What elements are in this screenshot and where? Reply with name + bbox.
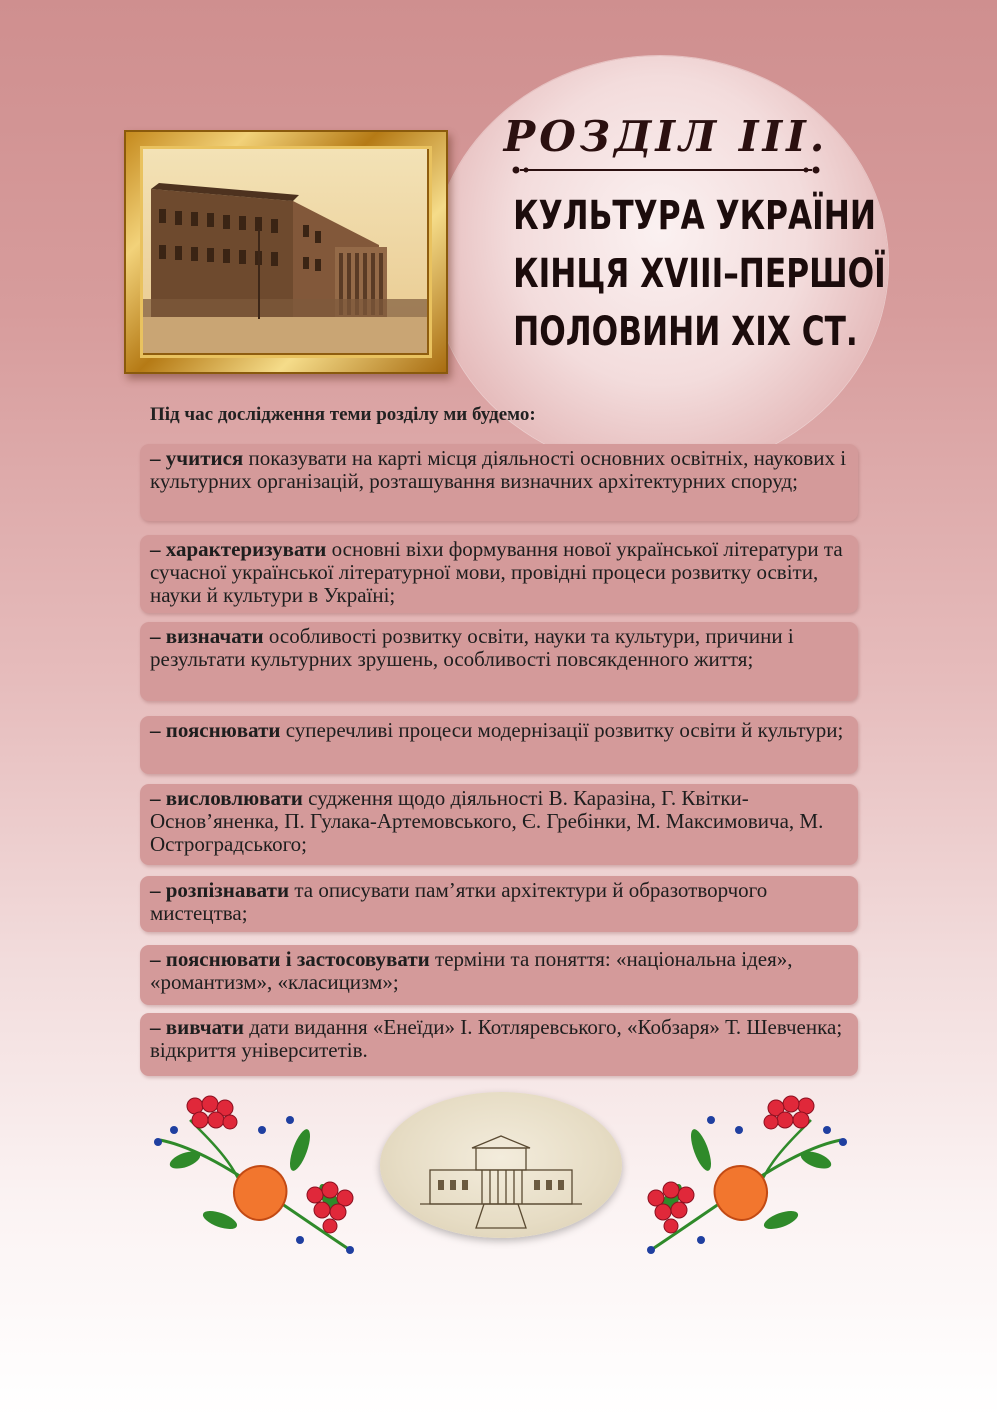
goal-dash: –: [150, 624, 161, 648]
section-title-block: [470, 112, 886, 361]
goal-item: [140, 876, 858, 932]
goal-verb: пояснювати і застосовувати: [165, 947, 430, 971]
goal-dash: –: [150, 718, 161, 742]
goal-verb: вивчати: [165, 1015, 244, 1039]
goal-dash: –: [150, 1015, 161, 1039]
title-line-1: КУЛЬТУРА УКРАЇНИ: [513, 193, 876, 239]
goal-verb: пояснювати: [165, 718, 281, 742]
goal-text: основні віхи формування нової української літератури та сучасної української літературної мови, провідні процеси розвитку освіти, науки й культури в Україні;: [150, 537, 843, 607]
goal-verb: визначати: [165, 624, 264, 648]
goal-text: судження щодо діяльності В. Каразіна, Г. Квітки-Основ’яненка, П. Гулака-Артемовського, Є. Гребінки, М. Максимовича, М. Остроградського;: [150, 786, 824, 856]
goal-dash: –: [150, 446, 161, 470]
goal-text: особливості розвитку освіти, науки та культури, причини і результати культурних зрушень, особливості повсякденного життя;: [150, 624, 794, 671]
goal-item: [140, 784, 858, 865]
goal-item: [140, 444, 858, 521]
goal-text: суперечливі процеси модернізації розвитку освіти й культури;: [280, 718, 844, 742]
goal-dash: –: [150, 878, 161, 902]
goal-item: [140, 945, 858, 1005]
goal-item: [140, 1013, 858, 1076]
goal-item: [140, 535, 858, 613]
goal-dash: –: [150, 537, 161, 561]
goal-text: терміни та поняття: «національна ідея», «романтизм», «класицизм»;: [150, 947, 793, 994]
goal-verb: висловлювати: [165, 786, 303, 810]
viburnum-floral-ornament-icon: [150, 1090, 365, 1260]
goal-item: [140, 716, 858, 774]
goal-item: [140, 622, 858, 701]
goal-dash: –: [150, 947, 161, 971]
framed-painting: [124, 130, 448, 374]
section-label: РОЗДІЛ ІІІ.: [503, 112, 829, 161]
goal-text: показувати на карті місця діяльності основних освітніх, наукових і культурних організацій, розташування визначних архітектурних споруд;: [150, 446, 847, 493]
title-ornament-divider: [510, 163, 822, 177]
goal-verb: розпізнавати: [165, 878, 290, 902]
goal-verb: учитися: [165, 446, 244, 470]
classical-building-sketch-image: [380, 1092, 622, 1238]
goal-text: та описувати пам’ятки архітектури й образотворчого мистецтва;: [150, 878, 768, 925]
goal-text: дати видання «Енеїди» І. Котляревського, «Кобзаря» Т. Шевченка; відкриття університетів.: [150, 1015, 843, 1062]
title-line-2: КІНЦЯ XVIII–ПЕРШОЇ: [513, 251, 886, 297]
title-line-3: ПОЛОВИНИ XIX СТ.: [513, 309, 858, 355]
intro-text: Під час дослідження теми розділу ми будемо:: [150, 404, 536, 425]
university-building-image: [143, 149, 427, 353]
goal-dash: –: [150, 786, 161, 810]
viburnum-floral-ornament-icon: [636, 1090, 851, 1260]
goal-verb: характеризувати: [165, 537, 327, 561]
